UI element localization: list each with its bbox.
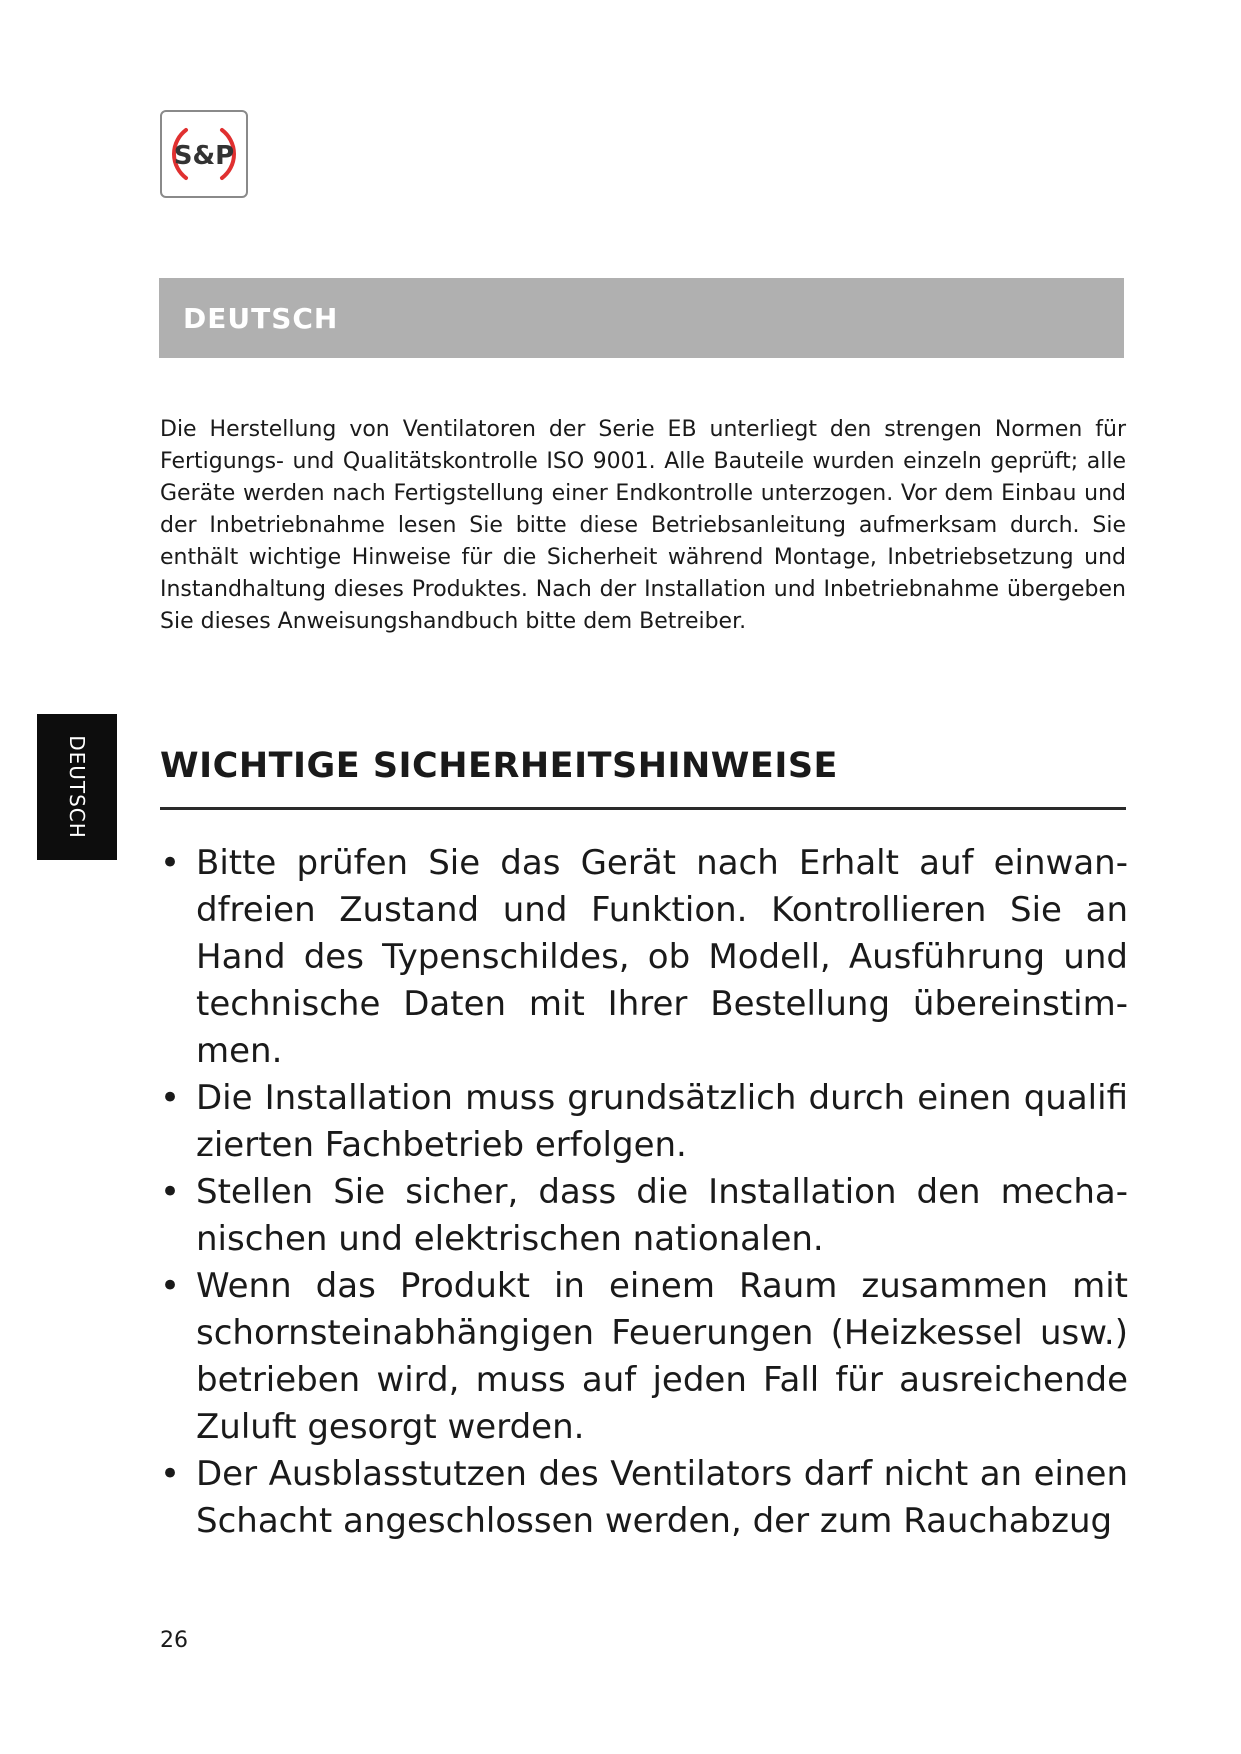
bullet-item: • Bitte prüfen Sie das Gerät nach Erhalt auf einwandfreien Zustand und Funktion. Kontrollieren Sie an Hand des Typenschildes, ob Modell, Ausführung und technische Daten mit Ihrer Bestellung übereinstimmen. [160, 840, 1128, 1075]
intro-paragraph: Die Herstellung von Ventilatoren der Serie EB unterliegt den strengen Normen für Fertigungs- und Qualitätskontrolle ISO 9001. Alle Bauteile wurden einzeln geprüft; alle Geräte werden nach Fertigstellung einer Endkontrolle unterzogen. Vor dem Einbau und der Inbetriebnahme lesen Sie bitte diese Betriebsanleitung aufmerksam durch. Sie enthält wichtige Hinweise für die Sicherheit während Montage, Inbetriebsetzung und Instandhaltung dieses Produktes. Nach der Installation und Inbetriebnahme übergeben Sie dieses Anweisungshandbuch bitte dem Betreiber. [160, 417, 1126, 634]
logo-text: S&P [173, 141, 235, 171]
bullet-item: • Der Ausblasstutzen des Ventilators darf nicht an einen Schacht angeschlossen werden, der zum Rauchabzug [160, 1451, 1128, 1545]
safety-bullet-list [160, 840, 1128, 1545]
bullet-item: • Wenn das Produkt in einem Raum zusammen mit schornsteinabhängigen Feuerungen (Heizkessel usw.) betrieben wird, muss auf jeden Fall für ausreichende Zuluft gesorgt werden. [160, 1263, 1128, 1451]
bullet-item: • Stellen Sie sicher, dass die Installation den mechanischen und elektrischen nationalen. [160, 1169, 1128, 1263]
bullet-item: • Die Installation muss grundsätzlich durch einen qualifi zierten Fachbetrieb erfolgen. [160, 1075, 1128, 1169]
language-banner-label: DEUTSCH [183, 302, 339, 335]
page-number: 26 [160, 1628, 188, 1653]
section-divider [160, 807, 1126, 810]
side-language-tab [37, 714, 117, 860]
brand-logo [160, 110, 248, 198]
section-title: WICHTIGE SICHERHEITSHINWEISE [160, 746, 838, 786]
language-banner [159, 278, 1124, 358]
side-tab-label: DEUTSCH [65, 735, 89, 839]
sp-logo-mark [164, 114, 244, 194]
